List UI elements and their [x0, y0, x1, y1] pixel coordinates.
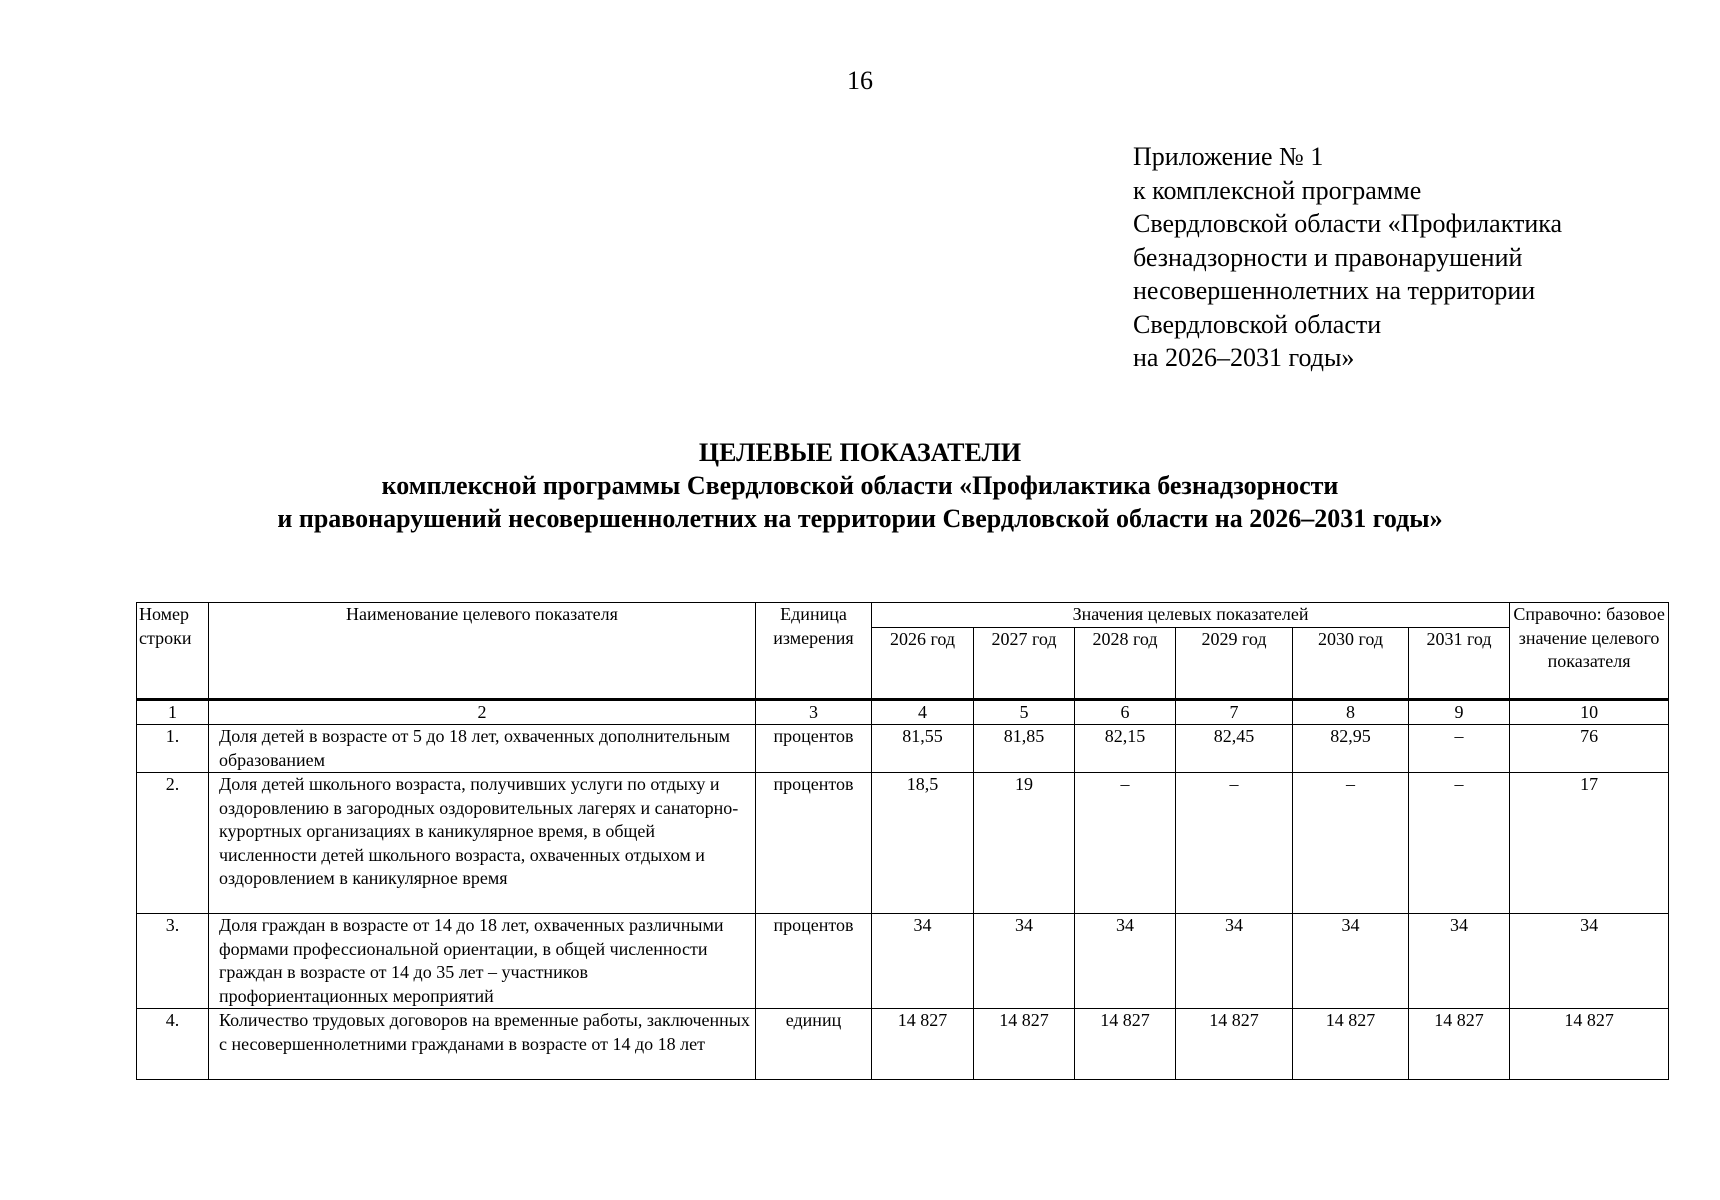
indicator-name: Доля детей школьного возраста, получивших услуги по отдыху и оздоровлению в загородных оздоровительных лагерях и санаторно-курортных организациях в каникулярное время, в общей численности детей школьного возраста, охваченных отдыхом и оздоровлением в каникулярное время: [209, 773, 756, 914]
header-unit: Единица измерения: [756, 603, 872, 700]
title-main: ЦЕЛЕВЫЕ ПОКАЗАТЕЛИ: [698, 438, 1022, 467]
row-number: 1.: [137, 725, 209, 773]
value-cell: 81,85: [974, 725, 1075, 773]
unit-cell: единиц: [756, 1009, 872, 1080]
title-line: комплексной программы Свердловской области «Профилактика безнадзорности: [381, 471, 1339, 500]
table-row: [137, 773, 1669, 914]
base-value-cell: 17: [1510, 773, 1669, 914]
indicator-name: Доля граждан в возрасте от 14 до 18 лет, охваченных различными формами профессиональной ориентации, в общей численности граждан в возрасте от 14 до 35 лет – участников профориентационных мероприятий: [209, 914, 756, 1009]
value-cell: 18,5: [872, 773, 974, 914]
header-year: 2031 год: [1409, 627, 1510, 699]
header-row-number: Номер строки: [137, 603, 209, 700]
indicator-name: Количество трудовых договоров на временные работы, заключенных с несовершеннолетними гражданами в возрасте от 14 до 18 лет: [209, 1009, 756, 1080]
title-line: и правонарушений несовершеннолетних на территории Свердловской области на 2026–2031 годы»: [277, 504, 1443, 533]
appendix-line: на 2026–2031 годы»: [1133, 343, 1355, 372]
base-value-cell: 34: [1510, 914, 1669, 1009]
column-number: 8: [1293, 699, 1409, 725]
value-cell: 34: [1409, 914, 1510, 1009]
appendix-line: Приложение № 1: [1133, 142, 1324, 171]
value-cell: 34: [872, 914, 974, 1009]
base-value-cell: 76: [1510, 725, 1669, 773]
value-cell: 34: [1075, 914, 1176, 1009]
indicators-table: [136, 602, 1669, 1080]
appendix-line: безнадзорности и правонарушений: [1133, 242, 1523, 272]
value-cell: –: [1176, 773, 1293, 914]
appendix-line: Свердловской области «Профилактика: [1133, 209, 1563, 238]
page-number: 16: [847, 66, 873, 95]
header-reference: Справочно: базовое значение целевого показателя: [1510, 603, 1669, 700]
header-year: 2028 год: [1075, 627, 1176, 699]
unit-cell: процентов: [756, 725, 872, 773]
header-name: Наименование целевого показателя: [209, 603, 756, 700]
appendix-note: [1133, 140, 1562, 375]
row-number: 4.: [137, 1009, 209, 1080]
header-year: 2030 год: [1293, 627, 1409, 699]
appendix-line: Свердловской области: [1133, 309, 1382, 339]
column-number: 1: [137, 699, 209, 725]
value-cell: 82,45: [1176, 725, 1293, 773]
column-number: 6: [1075, 699, 1176, 725]
unit-cell: процентов: [756, 914, 872, 1009]
column-number: 9: [1409, 699, 1510, 725]
value-cell: –: [1075, 773, 1176, 914]
table-row: [137, 1009, 1669, 1080]
column-number: 2: [209, 699, 756, 725]
column-number: 5: [974, 699, 1075, 725]
value-cell: 34: [1293, 914, 1409, 1009]
unit-cell: процентов: [756, 773, 872, 914]
header-year: 2026 год: [872, 627, 974, 699]
value-cell: 14 827: [872, 1009, 974, 1080]
value-cell: 82,95: [1293, 725, 1409, 773]
column-number: 4: [872, 699, 974, 725]
row-number: 3.: [137, 914, 209, 1009]
value-cell: –: [1409, 725, 1510, 773]
table-row: [137, 725, 1669, 773]
row-number: 2.: [137, 773, 209, 914]
document-title: [0, 436, 1720, 535]
value-cell: 14 827: [1293, 1009, 1409, 1080]
table-row: [137, 914, 1669, 1009]
column-number: 10: [1510, 699, 1669, 725]
appendix-line: несовершеннолетних на территории: [1133, 276, 1536, 305]
indicator-name: Доля детей в возрасте от 5 до 18 лет, охваченных дополнительным образованием: [209, 725, 756, 773]
value-cell: 34: [974, 914, 1075, 1009]
value-cell: 14 827: [1075, 1009, 1176, 1080]
value-cell: 82,15: [1075, 725, 1176, 773]
column-number: 3: [756, 699, 872, 725]
header-year: 2027 год: [974, 627, 1075, 699]
appendix-line: к комплексной программе: [1133, 175, 1422, 205]
value-cell: 81,55: [872, 725, 974, 773]
header-values-group: Значения целевых показателей: [872, 603, 1510, 628]
base-value-cell: 14 827: [1510, 1009, 1669, 1080]
value-cell: 14 827: [974, 1009, 1075, 1080]
column-number-row: [137, 699, 1669, 725]
value-cell: –: [1293, 773, 1409, 914]
value-cell: 14 827: [1409, 1009, 1510, 1080]
value-cell: 19: [974, 773, 1075, 914]
header-year: 2029 год: [1176, 627, 1293, 699]
value-cell: –: [1409, 773, 1510, 914]
column-number: 7: [1176, 699, 1293, 725]
value-cell: 34: [1176, 914, 1293, 1009]
value-cell: 14 827: [1176, 1009, 1293, 1080]
